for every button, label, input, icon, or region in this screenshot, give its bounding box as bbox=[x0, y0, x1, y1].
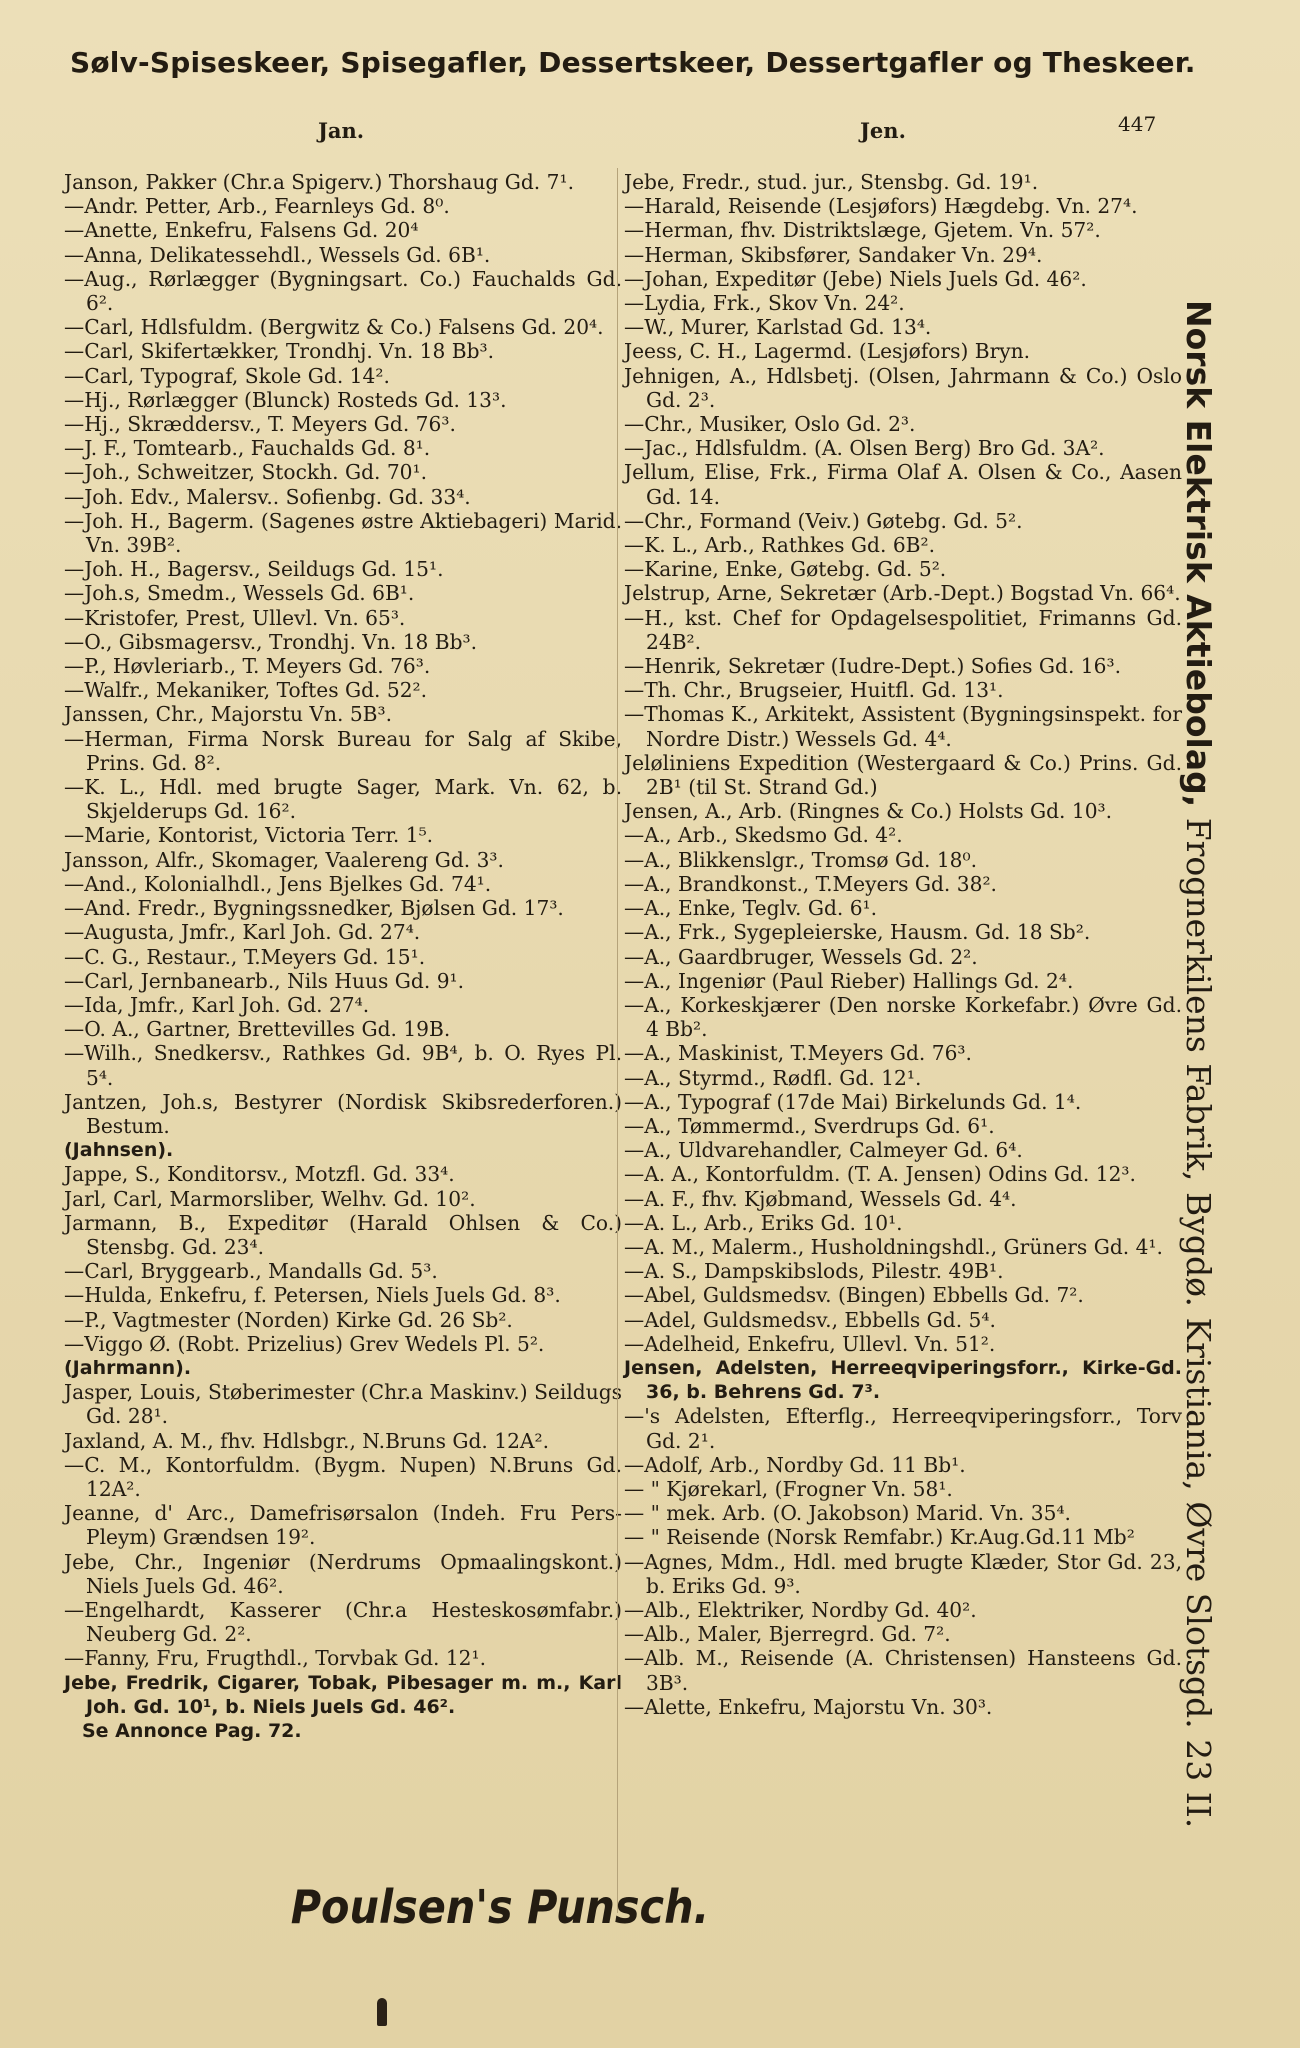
directory-entry: —K. L., Hdl. med brugte Sager, Mark. Vn. 62, b. Skjelderups Gd. 16². bbox=[64, 775, 622, 824]
directory-entry: —Chr., Musiker, Oslo Gd. 2³. bbox=[624, 412, 916, 437]
directory-entry: —C. G., Restaur., T.Meyers Gd. 15¹. bbox=[64, 944, 426, 969]
directory-entry: —Fanny, Fru, Frugthdl., Torvbak Gd. 12¹. bbox=[64, 1646, 487, 1671]
page-number: 447 bbox=[1118, 112, 1157, 136]
top-advertisement-banner: Sølv-Spiseskeer, Spisegafler, Dessertskeer, Dessertgafler og Theskeer. bbox=[70, 46, 1196, 79]
directory-entry: — " mek. Arb. (O. Jakobson) Marid. Vn. 35⁴. bbox=[624, 1501, 1071, 1526]
directory-entry: —Adolf, Arb., Nordby Gd. 11 Bb¹. bbox=[624, 1452, 966, 1477]
directory-entry: —A., Enke, Teglv. Gd. 6¹. bbox=[624, 896, 878, 921]
directory-entry: —A., Korkeskjærer (Den norske Korkefabr.) Øvre Gd. 4 Bb². bbox=[624, 992, 1182, 1042]
directory-entry: —Jac., Hdlsfuldm. (A. Olsen Berg) Bro Gd. 3A². bbox=[624, 436, 1105, 461]
directory-entry: —A. M., Malerm., Husholdningshdl., Grüners Gd. 4¹. bbox=[624, 1234, 1163, 1259]
directory-entry: —Agnes, Mdm., Hdl. med brugte Klæder, Stor Gd. 23, b. Eriks Gd. 9³. bbox=[624, 1549, 1182, 1598]
directory-entry: —Hj., Rørlægger (Blunck) Rosteds Gd. 13³. bbox=[64, 387, 507, 412]
left-column-heading: Jan. bbox=[318, 118, 365, 143]
directory-entry: —Herman, fhv. Distriktslæge, Gjetem. Vn. 57². bbox=[624, 218, 1101, 243]
directory-entry: —'s Adelsten, Efterflg., Herreeqviperingsforr., Torv Gd. 2¹. bbox=[624, 1404, 1182, 1453]
directory-entry: —Marie, Kontorist, Victoria Terr. 1⁵. bbox=[64, 823, 434, 848]
directory-entry: —Lydia, Frk., Skov Vn. 24². bbox=[624, 291, 905, 316]
directory-entry: —Carl, Bryggearb., Mandalls Gd. 5³. bbox=[64, 1259, 438, 1284]
directory-entry: —Adelheid, Enkefru, Ullevl. Vn. 51². bbox=[624, 1331, 996, 1356]
vertical-side-advertisement bbox=[1168, 300, 1228, 1940]
directory-entry: —O., Gibsmagersv., Trondhj. Vn. 18 Bb³. bbox=[64, 629, 478, 654]
directory-entry: Jappe, S., Konditorsv., Motzfl. Gd. 33⁴. bbox=[64, 1162, 455, 1187]
directory-entry: —A., Arb., Skedsmo Gd. 4². bbox=[624, 823, 903, 848]
directory-entry: Jensen, A., Arb. (Ringnes & Co.) Holsts Gd. 10³. bbox=[624, 799, 1113, 824]
directory-entry: —Engelhardt, Kasserer (Chr.a Hesteskosømfabr.) Neuberg Gd. 2². bbox=[64, 1597, 622, 1647]
directory-entry: —Johan, Expeditør (Jebe) Niels Juels Gd. 46². bbox=[624, 266, 1087, 291]
directory-entry: —Chr., Formand (Veiv.) Gøtebg. Gd. 5². bbox=[624, 508, 1023, 533]
directory-entry: —A. A., Kontorfuldm. (T. A. Jensen) Odins Gd. 12³. bbox=[624, 1162, 1136, 1187]
directory-entry: —Anette, Enkefru, Falsens Gd. 20⁴ bbox=[64, 218, 419, 243]
directory-entry: —C. M., Kontorfuldm. (Bygm. Nupen) N.Bruns Gd. 12A². bbox=[64, 1452, 622, 1501]
right-column-heading: Jen. bbox=[860, 118, 906, 143]
directory-entry: —Viggo Ø. (Robt. Prizelius) Grev Wedels Pl. 5². bbox=[64, 1331, 545, 1356]
directory-entry: —Augusta, Jmfr., Karl Joh. Gd. 27⁴. bbox=[64, 920, 421, 945]
directory-entry: —And., Kolonialhdl., Jens Bjelkes Gd. 74¹. bbox=[64, 871, 492, 896]
directory-entry: Se Annonce Pag. 72. bbox=[82, 1720, 302, 1742]
directory-entry: —Alb., Maler, Bjerregrd. Gd. 7². bbox=[624, 1622, 951, 1647]
directory-entry: —H., kst. Chef for Opdagelsespolitiet, Frimanns Gd. 24B². bbox=[624, 605, 1182, 654]
directory-entry: —Joh. Edv., Malersv.. Sofienbg. Gd. 33⁴. bbox=[64, 484, 471, 509]
directory-entry: —A. S., Dampskibslods, Pilestr. 49B¹. bbox=[624, 1259, 1004, 1284]
directory-entry: —Abel, Guldsmedsv. (Bingen) Ebbells Gd. 7². bbox=[624, 1283, 1084, 1308]
directory-entry: — " Reisende (Norsk Remfabr.) Kr.Aug.Gd.11 Mb² bbox=[624, 1525, 1135, 1550]
directory-entry: —Kristofer, Prest, Ullevl. Vn. 65³. bbox=[64, 605, 406, 630]
directory-entry: —Carl, Typograf, Skole Gd. 14². bbox=[64, 363, 390, 388]
directory-entry: —Adel, Guldsmedsv., Ebbells Gd. 5⁴. bbox=[624, 1307, 996, 1332]
directory-entry: —Carl, Jernbanearb., Nils Huus Gd. 9¹. bbox=[64, 968, 465, 993]
side-ad-company: Norsk Elektrisk Aktiebolag, bbox=[1179, 300, 1218, 808]
directory-entry: (Jahrmann). bbox=[64, 1356, 192, 1379]
directory-entry: —A., Frk., Sygepleierske, Hausm. Gd. 18 Sb². bbox=[624, 920, 1091, 945]
directory-entry: —Anna, Delikatessehdl., Wessels Gd. 6B¹. bbox=[64, 242, 491, 267]
directory-entry: Jeløliniens Expedition (Westergaard & Co.) Prins. Gd. 2B¹ (til St. Strand Gd.) bbox=[624, 750, 1182, 800]
directory-entry: —A., Ingeniør (Paul Rieber) Hallings Gd. 2⁴. bbox=[624, 968, 1074, 993]
directory-entry: Janssen, Chr., Majorstu Vn. 5B³. bbox=[64, 702, 393, 727]
directory-entry: —Hj., Skræddersv., T. Meyers Gd. 76³. bbox=[64, 412, 456, 437]
directory-entry: Jebe, Fredrik, Cigarer, Tobak, Pibesager m. m., Karl Joh. Gd. 10¹, b. Niels Juels Gd. 46². bbox=[64, 1671, 622, 1718]
directory-entry: —Herman, Firma Norsk Bureau for Salg af Skibe, Prins. Gd. 8². bbox=[64, 726, 622, 775]
directory-entry: —Joh. H., Bagerm. (Sagenes østre Aktiebageri) Marid. Vn. 39B². bbox=[64, 508, 622, 558]
directory-entry: —A., Maskinist, T.Meyers Gd. 76³. bbox=[624, 1041, 972, 1066]
side-ad-address: Frognerkilens Fabrik, Bygdø. Kristiania, Øvre Slotsgd. 23 II. bbox=[1179, 807, 1218, 1829]
directory-entry: —Aug., Rørlægger (Bygningsart. Co.) Fauchalds Gd. 6². bbox=[64, 266, 622, 316]
print-mark bbox=[377, 1998, 387, 2026]
directory-entry: Jebe, Fredr., stud. jur., Stensbg. Gd. 19¹. bbox=[624, 170, 1039, 194]
directory-entry: —P., Høvleriarb., T. Meyers Gd. 76³. bbox=[64, 654, 431, 679]
directory-entry: Jebe, Chr., Ingeniør (Nerdrums Opmaalingskont.) Niels Juels Gd. 46². bbox=[64, 1549, 622, 1598]
directory-entry: Jelstrup, Arne, Sekretær (Arb.-Dept.) Bogstad Vn. 66⁴. bbox=[624, 581, 1181, 606]
directory-entry: —Carl, Skifertækker, Trondhj. Vn. 18 Bb³. bbox=[64, 339, 495, 364]
directory-entry: —Harald, Reisende (Lesjøfors) Hægdebg. Vn. 27⁴. bbox=[624, 194, 1138, 219]
directory-entry: —Alb., Elektriker, Nordby Gd. 40². bbox=[624, 1597, 977, 1622]
directory-entry: —Thomas K., Arkitekt, Assistent (Bygningsinspekt. for Nordre Distr.) Wessels Gd. 4⁴. bbox=[624, 702, 1182, 751]
directory-entry: —Hulda, Enkefru, f. Petersen, Niels Juels Gd. 8³. bbox=[64, 1283, 561, 1308]
directory-entry: —Wilh., Snedkersv., Rathkes Gd. 9B⁴, b. O. Ryes Pl. 5⁴. bbox=[64, 1041, 622, 1090]
directory-entry: —A., Uldvarehandler, Calmeyer Gd. 6⁴. bbox=[624, 1138, 1023, 1163]
directory-entry: (Jahnsen). bbox=[64, 1139, 174, 1162]
directory-entry: Jansson, Alfr., Skomager, Vaalereng Gd. 3³. bbox=[64, 847, 504, 872]
directory-entry: Jaxland, A. M., fhv. Hdlsbgr., N.Bruns Gd. 12A². bbox=[64, 1428, 549, 1453]
directory-entry: —Carl, Hdlsfuldm. (Bergwitz & Co.) Falsens Gd. 20⁴. bbox=[64, 315, 604, 340]
directory-entry: — " Kjørekarl, (Frogner Vn. 58¹. bbox=[624, 1476, 953, 1501]
directory-entry: Jeess, C. H., Lagermd. (Lesjøfors) Bryn. bbox=[624, 339, 1031, 364]
directory-entry: —O. A., Gartner, Brettevilles Gd. 19B. bbox=[64, 1017, 451, 1042]
directory-entry: —Henrik, Sekretær (Iudre-Dept.) Sofies Gd. 16³. bbox=[624, 654, 1121, 679]
directory-entry: —Alette, Enkefru, Majorstu Vn. 30³. bbox=[624, 1694, 993, 1719]
directory-entry: —A., Blikkenslgr., Tromsø Gd. 18⁰. bbox=[624, 847, 978, 872]
directory-entry: —Joh. H., Bagersv., Seildugs Gd. 15¹. bbox=[64, 557, 444, 582]
directory-entry: —Herman, Skibsfører, Sandaker Vn. 29⁴. bbox=[624, 242, 1043, 267]
directory-entry: —J. F., Tomtearb., Fauchalds Gd. 8¹. bbox=[64, 436, 431, 461]
directory-entry: Jasper, Louis, Støberimester (Chr.a Maskinv.) Seildugs Gd. 28¹. bbox=[64, 1380, 622, 1429]
directory-entry: —Th. Chr., Brugseier, Huitfl. Gd. 13¹. bbox=[624, 678, 1004, 703]
directory-entry: Jarl, Carl, Marmorsliber, Welhv. Gd. 10². bbox=[64, 1186, 476, 1211]
directory-entry: —Walfr., Mekaniker, Toftes Gd. 52². bbox=[64, 678, 428, 703]
directory-entry: —A. L., Arb., Eriks Gd. 10¹. bbox=[624, 1210, 903, 1235]
directory-entry: —A., Brandkonst., T.Meyers Gd. 38². bbox=[624, 871, 997, 896]
right-directory-column bbox=[624, 170, 1182, 1719]
directory-entry: Jehnigen, A., Hdlsbetj. (Olsen, Jahrmann & Co.) Oslo Gd. 2³. bbox=[624, 363, 1182, 412]
directory-entry: Jellum, Elise, Frk., Firma Olaf A. Olsen & Co., Aasen Gd. 14. bbox=[624, 460, 1182, 509]
directory-entry: —A., Typograf (17de Mai) Birkelunds Gd. 1⁴. bbox=[624, 1089, 1082, 1114]
left-directory-column bbox=[64, 170, 622, 1743]
directory-entry: —Alb. M., Reisende (A. Christensen) Hansteens Gd. 3B³. bbox=[624, 1646, 1182, 1695]
directory-entry: Janson, Pakker (Chr.a Spigerv.) Thorshaug Gd. 7¹. bbox=[64, 170, 574, 194]
directory-entry: —And. Fredr., Bygningssnedker, Bjølsen Gd. 17³. bbox=[64, 896, 564, 921]
directory-entry: —A., Gaardbruger, Wessels Gd. 2². bbox=[624, 944, 978, 969]
directory-entry: —Andr. Petter, Arb., Fearnleys Gd. 8⁰. bbox=[64, 194, 450, 219]
directory-entry: —A., Styrmd., Rødfl. Gd. 12¹. bbox=[624, 1065, 922, 1090]
directory-entry: Jarmann, B., Expeditør (Harald Ohlsen & Co.) Stensbg. Gd. 23⁴. bbox=[64, 1210, 622, 1259]
bottom-advertisement: Poulsen's Punsch. bbox=[290, 1880, 710, 1934]
directory-entry: —P., Vagtmester (Norden) Kirke Gd. 26 Sb². bbox=[64, 1307, 513, 1332]
directory-entry: Jensen, Adelsten, Herreeqviperingsforr., Kirke-Gd. 36, b. Behrens Gd. 7³. bbox=[624, 1356, 1182, 1404]
directory-entry: —A., Tømmermd., Sverdrups Gd. 6¹. bbox=[624, 1113, 995, 1138]
directory-entry: —W., Murer, Karlstad Gd. 13⁴. bbox=[624, 315, 932, 340]
directory-entry: Jantzen, Joh.s, Bestyrer (Nordisk Skibsrederforen.) Bestum. bbox=[64, 1089, 622, 1138]
column-divider bbox=[617, 168, 618, 1913]
directory-entry: —Karine, Enke, Gøtebg. Gd. 5². bbox=[624, 557, 947, 582]
directory-entry: —K. L., Arb., Rathkes Gd. 6B². bbox=[624, 533, 936, 558]
directory-entry: Jeanne, d' Arc., Damefrisørsalon (Indeh. Fru Pers-Pleym) Grændsen 19². bbox=[64, 1501, 622, 1550]
directory-entry: —Joh., Schweitzer, Stockh. Gd. 70¹. bbox=[64, 460, 428, 485]
directory-entry: —Joh.s, Smedm., Wessels Gd. 6B¹. bbox=[64, 581, 415, 606]
directory-entry: —A. F., fhv. Kjøbmand, Wessels Gd. 4⁴. bbox=[624, 1186, 1017, 1211]
directory-entry: —Ida, Jmfr., Karl Joh. Gd. 27⁴. bbox=[64, 992, 370, 1017]
